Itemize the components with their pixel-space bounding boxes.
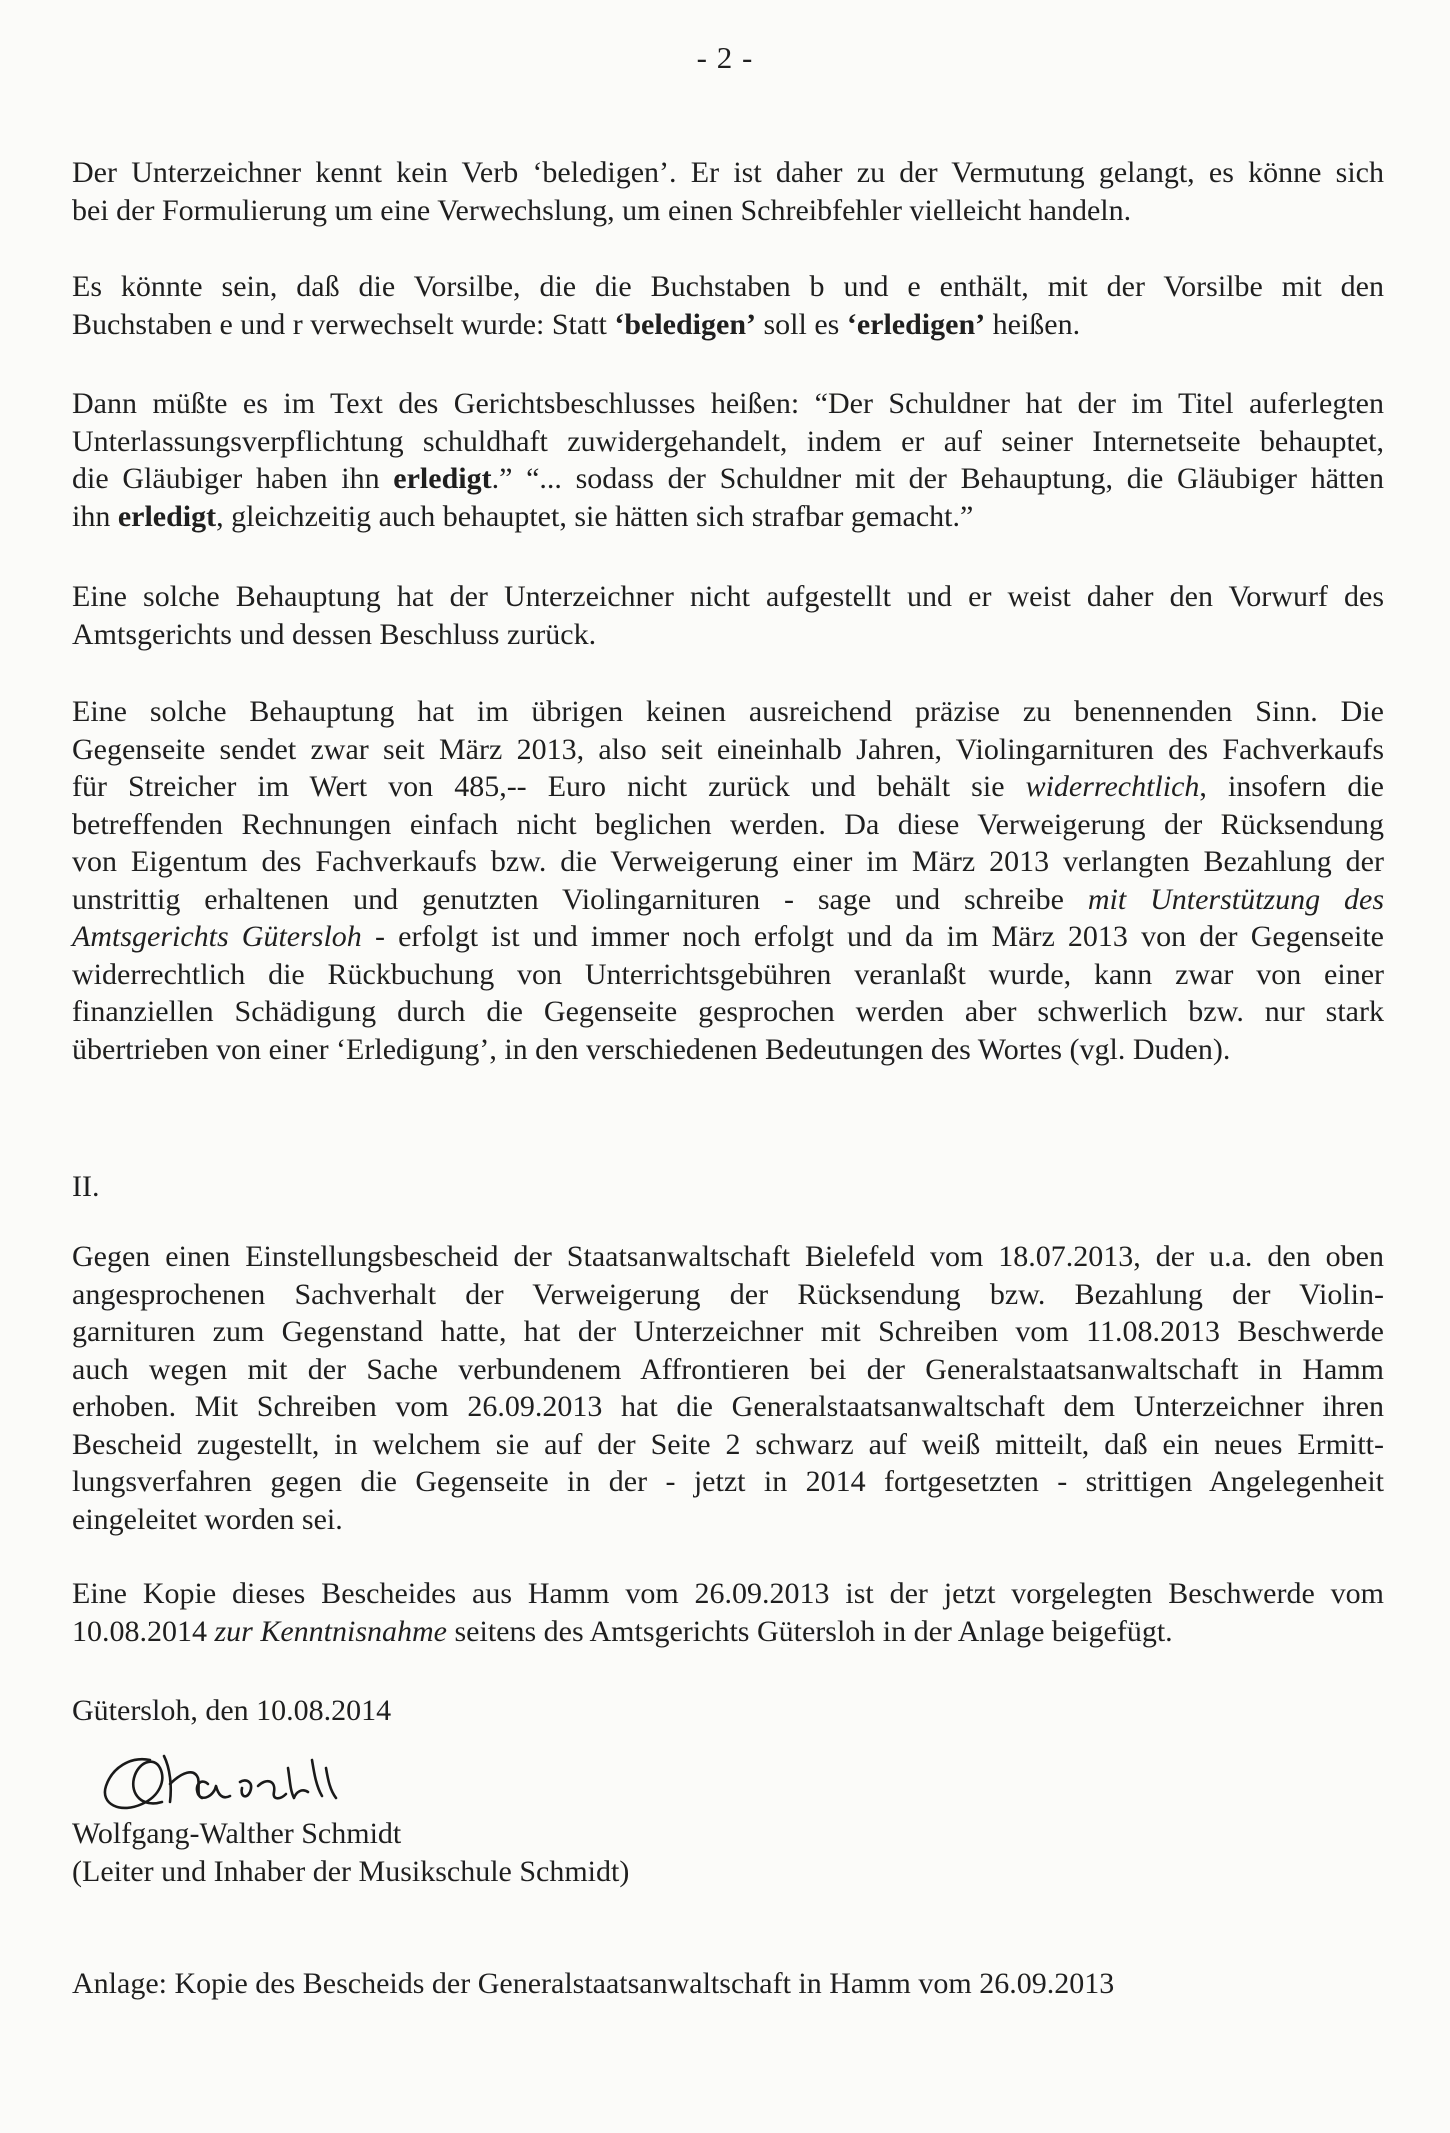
text-run: heißen.: [985, 307, 1081, 341]
text-run: Buchstaben e und r verwechselt wurde: Statt: [72, 307, 615, 341]
place-date: Gütersloh, den 10.08.2014: [72, 1694, 392, 1727]
paragraph-5-line-8: widerrechtlich die Rückbuchung von Unterrichtsgebühren veranlaßt wurde, kann zwar von einer: [72, 957, 1384, 991]
paragraph-4-line-1: Eine solche Behauptung hat der Unterzeichner nicht aufgestellt und er weist daher den Vorwurf des: [72, 580, 1384, 613]
paragraph-5-line-10: übertrieben von einer ‘Erledigung’, in den verschiedenen Bedeutungen des Wortes (vgl. Duden).: [72, 1032, 1231, 1066]
signer-name: Wolfgang-Walther Schmidt: [72, 1817, 402, 1850]
italic-term-widerrechtlich: widerrechtlich: [1025, 770, 1200, 803]
text-run: soll es: [756, 307, 847, 341]
bold-term-erledigen: ‘erledigen’: [846, 307, 986, 341]
text-run: ihn: [72, 499, 118, 533]
paragraph-7-line-1: Eine Kopie dieses Bescheides aus Hamm vom 26.09.2013 ist der jetzt vorgelegten Beschwerde vom: [72, 1577, 1384, 1610]
paragraph-6-line-7: lungsverfahren gegen die Gegenseite in der - jetzt in 2014 fortgesetzten - strittigen Angelegenheit: [72, 1465, 1384, 1498]
signer-block: [72, 1815, 629, 1890]
paragraph-6-line-4: auch wegen mit der Sache verbundenem Affrontieren bei der Generalstaatsanwaltschaft in Hamm: [72, 1352, 1384, 1386]
paragraph-5-line-7: [72, 918, 1384, 956]
paragraph-7: [72, 1575, 1384, 1650]
paragraph-5: [72, 693, 1384, 1068]
text-run: 10.08.2014: [72, 1614, 215, 1648]
paragraph-1: [72, 154, 1384, 229]
bold-term-erledigt: erledigt: [393, 462, 492, 495]
paragraph-6-line-6: Bescheid zugestellt, in welchem sie auf der Seite 2 schwarz auf weiß mitteilt, daß ein neues Ermitt-: [72, 1427, 1384, 1461]
italic-phrase: Amtsgerichts Gütersloh: [72, 920, 362, 953]
paragraph-5-line-6: [72, 881, 1384, 919]
paragraph-2-line-2: [72, 306, 1384, 344]
paragraph-5-line-9: finanziellen Schädigung durch die Gegenseite gesprochen werden aber schwerlich bzw. nur stark: [72, 995, 1384, 1028]
text-run: - erfolgt ist und immer noch erfolgt und da im März 2013 von der Gegenseite: [361, 920, 1384, 953]
paragraph-6: [72, 1238, 1384, 1538]
attachment-note: Anlage: Kopie des Bescheids der Generalstaatsanwaltschaft in Hamm vom 26.09.2013: [72, 1967, 1115, 2000]
bold-term-erledigt: erledigt: [117, 499, 217, 533]
paragraph-5-line-2: Gegenseite sendet zwar seit März 2013, also seit eineinhalb Jahren, Violingarnituren des Fachverkaufs: [72, 732, 1384, 766]
paragraph-3: [72, 385, 1384, 535]
paragraph-2-line-1: Es könnte sein, daß die Vorsilbe, die die Buchstaben b und e enthält, mit der Vorsilbe mit den: [72, 270, 1384, 303]
text-run: , gleichzeitig auch behauptet, sie hätten sich strafbar gemacht.”: [216, 499, 974, 533]
text-run: .” “... sodass der Schuldner mit der Behauptung, die Gläubiger hätten: [491, 462, 1384, 495]
paragraph-3-line-2: Unterlassungsverpflichtung schuldhaft zuwidergehandelt, indem er auf seiner Internetseite behauptet,: [72, 424, 1384, 458]
paragraph-5-line-4: betreffenden Rechnungen einfach nicht beglichen werden. Da diese Verweigerung der Rücksendung: [72, 807, 1384, 841]
paragraph-1-line-1: Der Unterzeichner kennt kein Verb ‘beledigen’. Er ist daher zu der Vermutung gelangt, es könne sich: [72, 156, 1384, 189]
paragraph-5-line-1: Eine solche Behauptung hat im übrigen keinen ausreichend präzise zu benennenden Sinn. Die: [72, 695, 1384, 728]
text-run: die Gläubiger haben ihn: [72, 462, 394, 495]
text-run: für Streicher im Wert von 485,-- Euro nicht zurück und behält sie: [72, 770, 1026, 803]
text-run: seitens des Amtsgerichts Gütersloh in der Anlage beigefügt.: [447, 1614, 1173, 1648]
paragraph-5-line-5: von Eigentum des Fachverkaufs bzw. die Verweigerung einer im März 2013 verlangten Bezahlung der: [72, 845, 1384, 878]
paragraph-4: [72, 578, 1384, 653]
bold-term-beledigen: ‘beledigen’: [614, 307, 756, 341]
paragraph-3-line-4: [72, 498, 1384, 536]
paragraph-6-line-1: Gegen einen Einstellungsbescheid der Staatsanwaltschaft Bielefeld vom 18.07.2013, der u.a. den oben: [72, 1240, 1384, 1273]
section-heading: II.: [72, 1170, 100, 1203]
paragraph-6-line-3: garnituren zum Gegenstand hatte, hat der Unterzeichner mit Schreiben vom 11.08.2013 Beschwerde: [72, 1315, 1384, 1348]
signer-role: (Leiter und Inhaber der Musikschule Schmidt): [72, 1854, 630, 1888]
paragraph-4-line-2: Amtsgerichts und dessen Beschluss zurück.: [72, 617, 597, 651]
paragraph-6-line-8: eingeleitet worden sei.: [72, 1502, 343, 1536]
text-run: , insofern die: [1199, 770, 1384, 803]
paragraph-6-line-5: erhoben. Mit Schreiben vom 26.09.2013 hat die Generalstaatsanwaltschaft dem Unterzeichner ihren: [72, 1390, 1384, 1423]
text-run: unstrittig erhaltenen und genutzten Violingarnituren - sage und schreibe: [72, 882, 1088, 916]
paragraph-3-line-3: [72, 460, 1384, 498]
paragraph-2: [72, 268, 1384, 343]
italic-phrase: mit Unterstützung des: [1087, 882, 1384, 916]
paragraph-1-line-2: bei der Formulierung um eine Verwechslung, um einen Schreibfehler vielleicht handeln.: [72, 193, 1132, 227]
paragraph-3-line-1: Dann müßte es im Text des Gerichtsbeschlusses heißen: “Der Schuldner hat der im Titel auferlegten: [72, 387, 1384, 420]
paragraph-5-line-3: [72, 768, 1384, 806]
paragraph-7-line-2: [72, 1613, 1384, 1651]
page-number: - 2 -: [696, 40, 754, 75]
paragraph-6-line-2: angesprochenen Sachverhalt der Verweigerung der Rücksendung bzw. Bezahlung der Violin-: [72, 1277, 1384, 1311]
italic-phrase: zur Kenntnisnahme: [214, 1614, 447, 1648]
